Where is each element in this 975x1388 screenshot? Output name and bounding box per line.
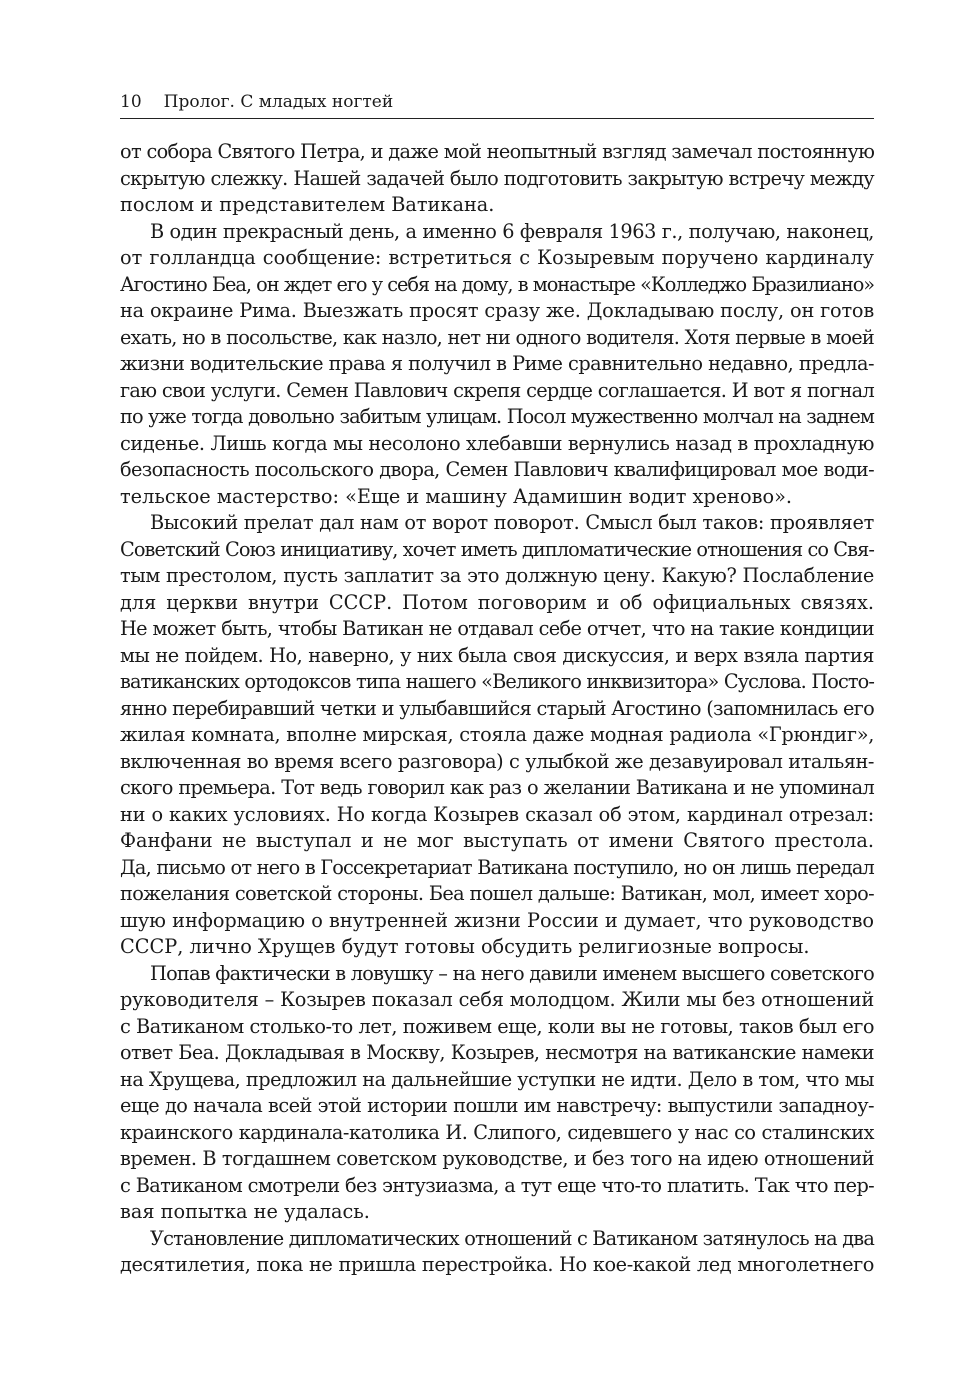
text-line: ехать, но в посольстве, как назло, нет ни одного водителя. Хотя первые в моей: [120, 325, 874, 349]
text-line: послом и представителем Ватикана.: [120, 193, 495, 216]
text-line: Советский Союз инициативу, хочет иметь дипломатические отношения со Свя-: [120, 537, 874, 561]
text-line: скрытую слежку. Нашей задачей было подготовить закрытую встречу между: [120, 166, 874, 190]
text-line: жизни водительские права я получил в Риме сравнительно недавно, предла-: [120, 352, 875, 375]
text-line: Не может быть, чтобы Ватикан не отдавал себе отчет, что на такие кондиции: [120, 617, 874, 640]
text-line: с Ватиканом столько-то лет, поживем еще, коли вы не готовы, таков был его: [120, 1014, 874, 1038]
text-line: пожелания советской стороны. Беа пошел дальше: Ватикан, мол, имеет хоро-: [120, 882, 874, 905]
text-line: ни о каких условиях. Но когда Козырев сказал об этом, кардинал отрезал:: [120, 802, 874, 826]
body-text: [120, 139, 874, 1279]
text-line: включенная во время всего разговора) с улыбкой же дезавуировал итальян-: [120, 749, 874, 773]
text-line: сиденье. Лишь когда мы несолоно хлебавши вернулись назад в прохладную: [120, 431, 874, 455]
text-line: еще до начала всей этой истории пошли им навстречу: выпустили западноу-: [120, 1094, 874, 1117]
text-line: для церкви внутри СССР. Потом поговорим и об официальных связях.: [120, 590, 874, 614]
text-line: Установление дипломатических отношений с Ватиканом затянулось на два: [150, 1226, 875, 1250]
text-line: времен. В тогдашнем советском руководстве, и без того на идею отношений: [120, 1147, 874, 1170]
paragraph: [120, 1226, 874, 1279]
running-title: Пролог. С младых ногтей: [163, 92, 394, 112]
text-line: В один прекрасный день, а именно 6 февраля 1963 г., получаю, наконец,: [150, 219, 874, 243]
text-line: ского премьера. Тот ведь говорил как раз о желании Ватикана и не упоминал: [120, 776, 874, 799]
text-line: тым престолом, пусть заплатит за это должную цену. Какую? Послабление: [120, 564, 874, 587]
text-line: на Хрущева, предложил на дальнейшие уступки не идти. Дело в том, что мы: [120, 1067, 874, 1091]
text-line: на окраине Рима. Выезжать просят сразу же. Докладываю послу, он готов: [120, 299, 874, 322]
text-line: Попав фактически в ловушку – на него давили именем высшего советского: [150, 961, 874, 985]
text-line: янно перебиравший четки и улыбавшийся старый Агостино (запомнилась его: [120, 696, 874, 720]
text-line: с Ватиканом смотрели без энтузиазма, а тут еще что-то платить. Так что пер-: [120, 1173, 874, 1197]
text-line: краинского кардинала-католика И. Слипого, сидевшего у нас со сталинских: [120, 1120, 874, 1144]
text-line: тельское мастерство: «Еще и машину Адамишин водит хреново».: [120, 484, 793, 508]
paragraph: [120, 510, 874, 961]
paragraph: [120, 139, 874, 219]
text-line: мы не пойдем. Но, наверно, у них была своя дискуссия, и верх взяла партия: [120, 643, 874, 667]
running-header: [120, 92, 874, 119]
text-line: руководителя – Козырев показал себя молодцом. Жили мы без отношений: [120, 988, 874, 1011]
text-line: гаю свои услуги. Семен Павлович скрепя сердце соглашается. И вот я погнал: [120, 378, 874, 402]
text-line: от голландца сообщение: встретиться с Козыревым поручено кардиналу: [120, 246, 874, 269]
text-line: безопасность посольского двора, Семен Павлович квалифицировал мое води-: [120, 458, 874, 481]
text-line: Высокий прелат дал нам от ворот поворот. Смысл был таков: проявляет: [150, 511, 875, 534]
text-line: СССР, лично Хрущев будут готовы обсудить религиозные вопросы.: [120, 935, 810, 958]
text-line: от собора Святого Петра, и даже мой неопытный взгляд замечал постоянную: [120, 140, 875, 163]
paragraph: [120, 961, 874, 1226]
text-line: по уже тогда довольно забитым улицам. Посол мужественно молчал на заднем: [120, 405, 874, 428]
paragraph: [120, 219, 874, 511]
text-line: Фанфани не выступал и не мог выступать от имени Святого престола.: [120, 829, 874, 852]
text-line: Агостино Беа, он ждет его у себя на дому, в монастыре «Колледжо Бразилиано»: [120, 272, 874, 296]
text-line: Да, письмо от него в Госсекретариат Ватикана поступило, но он лишь передал: [120, 855, 874, 879]
text-line: шую информацию о внутренней жизни России и думает, что руководство: [120, 908, 874, 932]
book-page: [120, 92, 874, 1279]
text-line: вая попытка не удалась.: [120, 1200, 370, 1223]
text-line: жилая комната, вполне мирская, стояла даже модная радиола «Грюндиг»,: [120, 723, 875, 746]
text-line: ватиканских ортодоксов типа нашего «Великого инквизитора» Суслова. Посто-: [120, 670, 874, 693]
text-line: ответ Беа. Докладывая в Москву, Козырев, несмотря на ватиканские намеки: [120, 1041, 874, 1064]
text-line: десятилетия, пока не пришла перестройка. Но кое-какой лед многолетнего: [120, 1253, 874, 1276]
page-number: 10: [120, 92, 142, 112]
